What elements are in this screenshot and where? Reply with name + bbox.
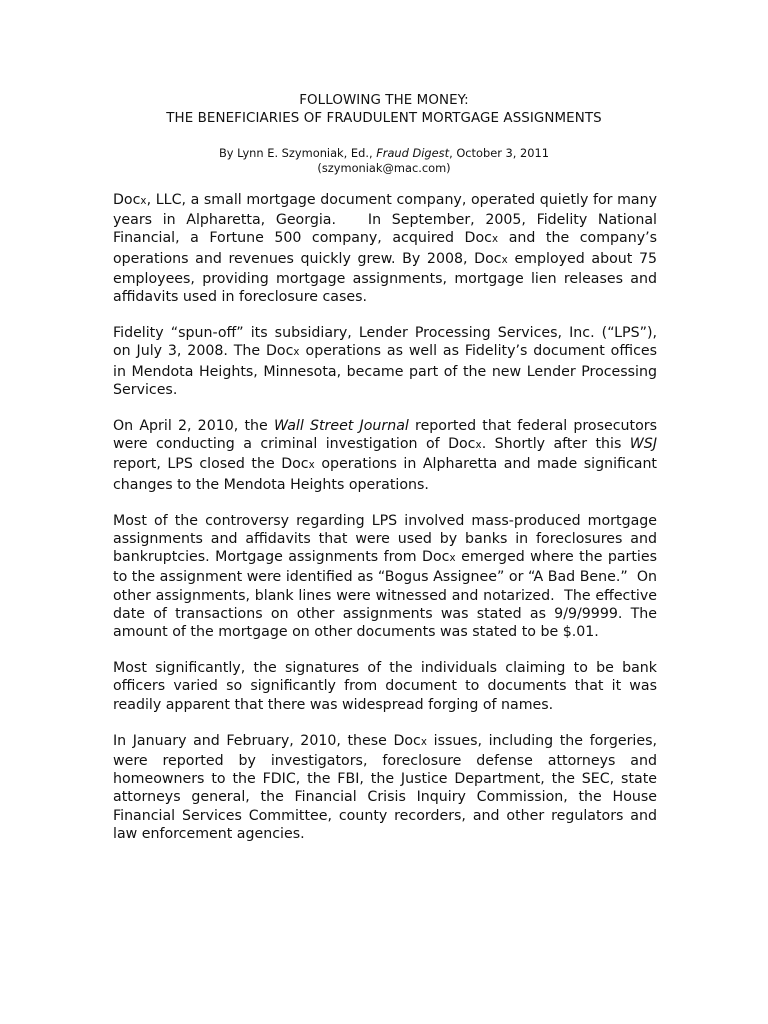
wsj-term: Wall Street Journal xyxy=(273,418,409,435)
paragraph-5: Most significantly, the signatures of the individuals claiming to be bank officers varied so significantly from document to documents that it was readily apparent that there was widespread forging of names. xyxy=(113,660,657,713)
docx-term: Docx xyxy=(422,549,456,566)
byline-date: , October 3, 2011 xyxy=(449,146,550,160)
docx-term: Docx xyxy=(474,250,508,267)
paragraph-3: On April 2, 2010, the Wall Street Journal reported that federal prosecutors were conducting a criminal investigation of Docx. Shortly after this WSJ report, LPS closed the Docx operations in Alpharetta and made significant changes to the Mendota Heights operations. xyxy=(113,418,657,493)
paragraph-2: Fidelity “spun-off” its subsidiary, Lender Processing Services, Inc. (“LPS”), on July 3, 2008. The Docx operations as well as Fidelity’s document offices in Mendota Heights, Minnesota, became part of the new Lender Processing Services. xyxy=(113,325,657,398)
byline xyxy=(0,145,768,161)
paragraph-1: Docx, LLC, a small mortgage document company, operated quietly for many years in Alpharetta, Georgia. In September, 2005, Fidelity National Financial, a Fortune 500 company, acquired Docx and the company’s operations and revenues quickly grew. By 2008, Docx employed about 75 employees, providing mortgage assignments, mortgage lien releases and affidavits used in foreclosure cases. xyxy=(113,192,657,306)
paragraph-4: Most of the controversy regarding LPS involved mass-produced mortgage assignments and affidavits that were used by banks in foreclosures and bankruptcies. Mortgage assignments from Docx emerged where the parties to the assignment were identified as “Bogus Assignee” or “A Bad Bene.” On other assignments, blank lines were witnessed and notarized. The effective date of transactions on other assignments was stated as 9/9/9999. The amount of the mortgage on other documents was stated to be $.01. xyxy=(113,512,657,641)
byline-author: By Lynn E. Szymoniak, Ed., xyxy=(218,146,377,160)
docx-term: Docx xyxy=(113,192,147,208)
docx-term: Docx xyxy=(393,732,428,749)
docx-term: Docx xyxy=(464,230,499,247)
wsj-short-term: WSJ xyxy=(629,436,657,453)
paragraph-6: In January and February, 2010, these Docx issues, including the forgeries, were reported by investigators, foreclosure defense attorneys and homeowners to the FDIC, the FBI, the Justice Department, the SEC, state attorneys general, the Financial Crisis Inquiry Commission, the House Financial Services Committee, county recorders, and other regulators and law enforcement agencies. xyxy=(113,732,657,842)
article-body xyxy=(113,191,657,843)
docx-term: Docx xyxy=(281,456,315,473)
docx-term: Docx xyxy=(266,343,300,360)
byline-publication: Fraud Digest xyxy=(376,146,450,160)
title-line-1: FOLLOWING THE MONEY: xyxy=(299,93,469,108)
docx-term: Docx xyxy=(448,436,482,453)
byline-email: (szymoniak@mac.com) xyxy=(317,161,451,175)
title-line-2: THE BENEFICIARIES OF FRAUDULENT MORTGAGE ASSIGNMENTS xyxy=(166,111,602,126)
